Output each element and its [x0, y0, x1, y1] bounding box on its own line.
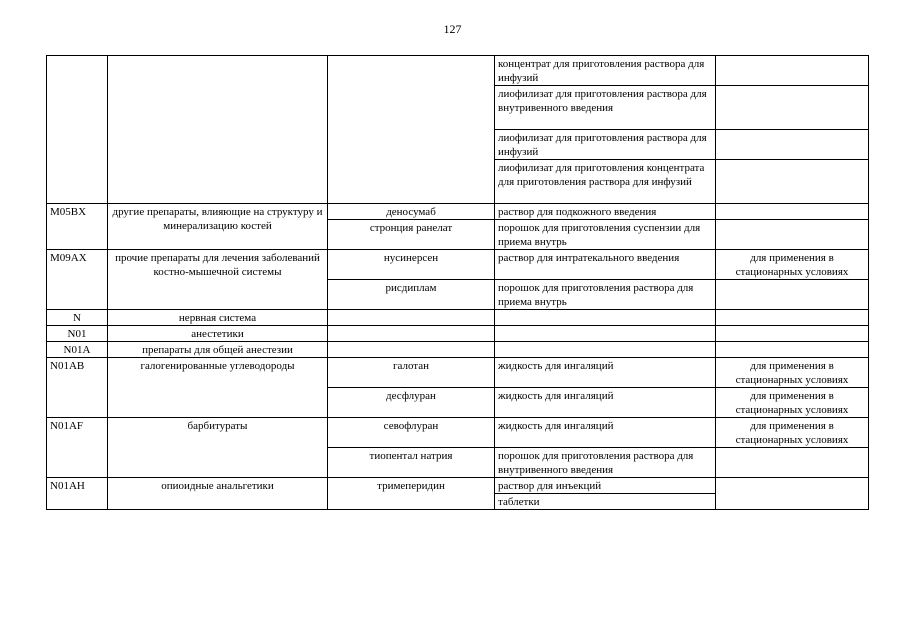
- table-row: [47, 56, 869, 86]
- note-cell: [716, 56, 869, 86]
- code-cell: M05BX: [47, 204, 108, 250]
- inn-cell: рисдиплам: [328, 280, 495, 310]
- group-cell: [108, 56, 328, 204]
- page-number: 127: [443, 22, 462, 36]
- note-cell: [716, 160, 869, 204]
- note-cell: [716, 86, 869, 130]
- code-cell: [47, 56, 108, 204]
- table-row: [47, 358, 869, 388]
- dosage-form-cell: раствор для интратекального введения: [495, 250, 716, 280]
- dosage-form-cell: жидкость для ингаляций: [495, 358, 716, 388]
- note-cell: для применения в стационарных условиях: [716, 388, 869, 418]
- dosage-form-cell: раствор для инъекций: [495, 478, 716, 494]
- table-row: [47, 250, 869, 280]
- group-cell: прочие препараты для лечения заболеваний костно-мышечной системы: [108, 250, 328, 310]
- note-cell: [716, 220, 869, 250]
- inn-cell: тиопентал натрия: [328, 448, 495, 478]
- inn-cell: [328, 310, 495, 326]
- note-cell: для применения в стационарных условиях: [716, 250, 869, 280]
- inn-cell: [328, 326, 495, 342]
- inn-cell: нусинерсен: [328, 250, 495, 280]
- dosage-form-cell: концентрат для приготовления раствора для инфузий: [495, 56, 716, 86]
- group-cell: галогенированные углеводороды: [108, 358, 328, 418]
- code-cell: N01: [47, 326, 108, 342]
- dosage-form-cell: [495, 310, 716, 326]
- table-row: [47, 326, 869, 342]
- inn-cell: [328, 342, 495, 358]
- note-cell: [716, 130, 869, 160]
- note-cell: [716, 342, 869, 358]
- group-cell: другие препараты, влияющие на структуру и минерализацию костей: [108, 204, 328, 250]
- note-cell: [716, 326, 869, 342]
- note-cell: [716, 280, 869, 310]
- dosage-form-cell: лиофилизат для приготовления раствора для инфузий: [495, 130, 716, 160]
- code-cell: N01AF: [47, 418, 108, 478]
- note-cell: [716, 204, 869, 220]
- dosage-form-cell: лиофилизат для приготовления раствора для внутривенного введения: [495, 86, 716, 130]
- dosage-form-cell: порошок для приготовления раствора для внутривенного введения: [495, 448, 716, 478]
- table-row: [47, 342, 869, 358]
- table-row: [47, 418, 869, 448]
- code-cell: M09AX: [47, 250, 108, 310]
- dosage-form-cell: [495, 326, 716, 342]
- dosage-form-cell: раствор для подкожного введения: [495, 204, 716, 220]
- table-row: [47, 478, 869, 494]
- inn-cell: стронция ранелат: [328, 220, 495, 250]
- inn-cell: деносумаб: [328, 204, 495, 220]
- dosage-form-cell: таблетки: [495, 494, 716, 510]
- dosage-form-cell: порошок для приготовления раствора для приема внутрь: [495, 280, 716, 310]
- group-cell: препараты для общей анестезии: [108, 342, 328, 358]
- group-cell: анестетики: [108, 326, 328, 342]
- inn-cell: тримеперидин: [328, 478, 495, 510]
- dosage-form-cell: порошок для приготовления суспензии для приема внутрь: [495, 220, 716, 250]
- group-cell: нервная система: [108, 310, 328, 326]
- code-cell: N01AB: [47, 358, 108, 418]
- code-cell: N01AH: [47, 478, 108, 510]
- note-cell: для применения в стационарных условиях: [716, 418, 869, 448]
- dosage-form-cell: жидкость для ингаляций: [495, 418, 716, 448]
- dosage-form-cell: [495, 342, 716, 358]
- note-cell: для применения в стационарных условиях: [716, 358, 869, 388]
- inn-cell: севофлуран: [328, 418, 495, 448]
- inn-cell: [328, 56, 495, 204]
- note-cell: [716, 478, 869, 510]
- table-row: [47, 204, 869, 220]
- table-row: [47, 310, 869, 326]
- dosage-form-cell: жидкость для ингаляций: [495, 388, 716, 418]
- code-cell: N01A: [47, 342, 108, 358]
- drug-table: [46, 55, 869, 510]
- dosage-form-cell: лиофилизат для приготовления концентрата для приготовления раствора для инфузий: [495, 160, 716, 204]
- note-cell: [716, 310, 869, 326]
- inn-cell: галотан: [328, 358, 495, 388]
- code-cell: N: [47, 310, 108, 326]
- group-cell: барбитураты: [108, 418, 328, 478]
- note-cell: [716, 448, 869, 478]
- inn-cell: десфлуран: [328, 388, 495, 418]
- group-cell: опиоидные анальгетики: [108, 478, 328, 510]
